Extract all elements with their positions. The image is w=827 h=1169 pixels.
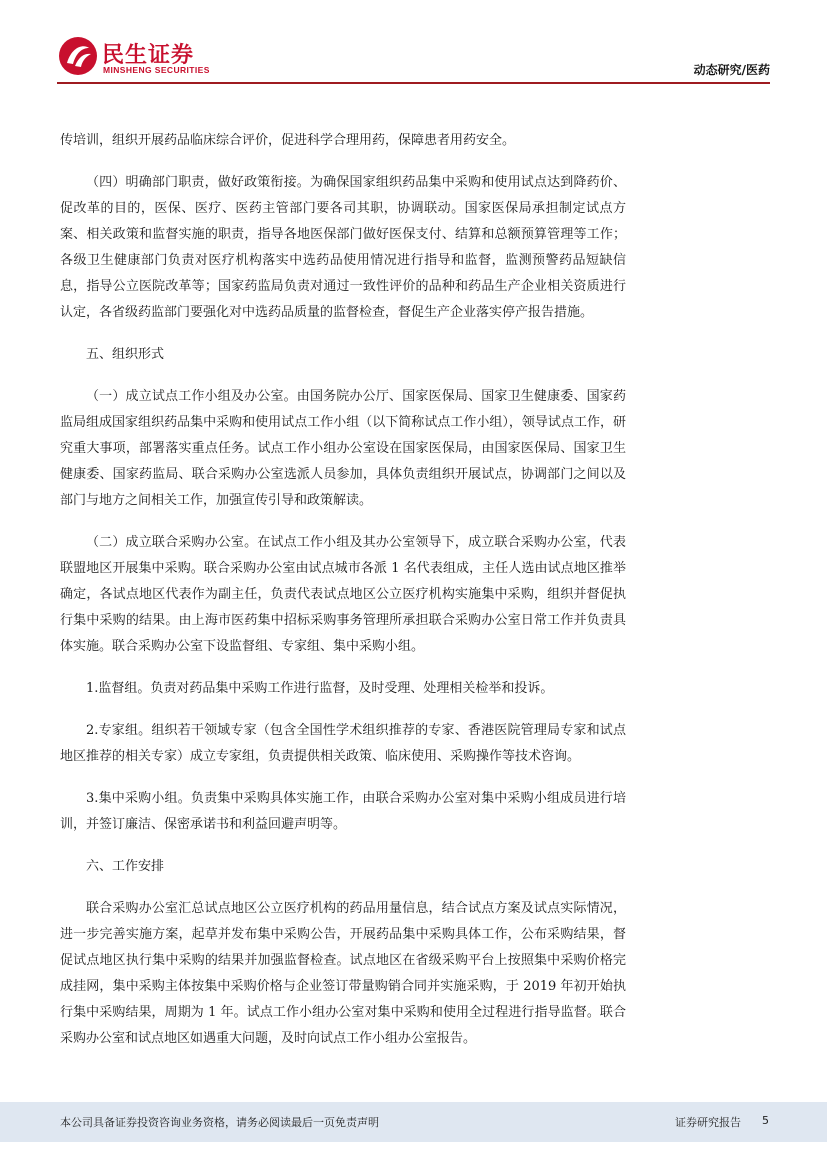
minsheng-logo-icon: [58, 36, 98, 76]
footer-report-type: 证券研究报告: [675, 1116, 741, 1129]
paragraph-continuation: 传培训，组织开展药品临床综合评价，促进科学合理用药，保障患者用药安全。: [60, 133, 516, 148]
header-divider: [57, 82, 770, 84]
section-heading-work-arrangement: 六、工作安排: [86, 859, 165, 874]
paragraph-department-duties: （四）明确部门职责，做好政策衔接。为确保国家组织药品集中采购和使用试点达到降药价、促改革的目的，医保、医疗、医药主管部门要各司其职，协调联动。国家医保局承担制定试点方案、相关政策和监督实施的职责，指导各地医保部门做好医保支付、结算和总额预算管理等工作；各级卫生健康部门负责对医疗机构落实中选药品使用情况进行指导和监督，监测预警药品短缺信息，指导公立医院改革等；国家药监局负责对通过一致性评价的品种和药品生产企业相关资质进行认定，各省级药监部门要强化对中选药品质量的监督检查，督促生产企业落实停产报告措施。: [60, 175, 626, 320]
paragraph-supervision-group: 1.监督组。负责对药品集中采购工作进行监督，及时受理、处理相关检举和投诉。: [86, 681, 554, 696]
minsheng-logo: [58, 36, 228, 80]
report-category: 动态研究/医药: [693, 63, 770, 77]
page-header: [0, 0, 827, 90]
logo-english-name: MINSHENG SECURITIES: [103, 65, 210, 75]
page-footer: [0, 1102, 827, 1142]
paragraph-procurement-team: 3.集中采购小组。负责集中采购具体实施工作，由联合采购办公室对集中采购小组成员进行培训，并签订廉洁、保密承诺书和利益回避声明等。: [60, 791, 626, 832]
section-heading-organization: 五、组织形式: [86, 347, 165, 362]
paragraph-pilot-working-group: （一）成立试点工作小组及办公室。由国务院办公厅、国家医保局、国家卫生健康委、国家药监局组成国家组织药品集中采购和使用试点工作小组（以下简称试点工作小组），领导试点工作，研究重大事项，部署落实重点任务。试点工作小组办公室设在国家医保局，由国家医保局、国家卫生健康委、国家药监局、联合采购办公室选派人员参加，具体负责组织开展试点，协调部门之间以及部门与地方之间相关工作，加强宣传引导和政策解读。: [60, 389, 626, 508]
paragraph-joint-procurement-office: （二）成立联合采购办公室。在试点工作小组及其办公室领导下，成立联合采购办公室，代表联盟地区开展集中采购。联合采购办公室由试点城市各派 1 名代表组成，主任人选由试点地区推举确定，各试点地区代表作为副主任，负责代表试点地区公立医疗机构实施集中采购，组织并督促执行集中采购的结果。由上海市医药集中招标采购事务管理所承担联合采购办公室日常工作并负责具体实施。联合采购办公室下设监督组、专家组、集中采购小组。: [60, 535, 626, 654]
document-body: [60, 128, 626, 1068]
logo-chinese-name: 民生证券: [102, 43, 195, 68]
page-number: 5: [762, 1114, 769, 1127]
footer-disclaimer: 本公司具备证券投资咨询业务资格，请务必阅读最后一页免责声明: [60, 1116, 379, 1129]
paragraph-expert-group: 2.专家组。组织若干领域专家（包含全国性学术组织推荐的专家、香港医院管理局专家和试点地区推荐的相关专家）成立专家组，负责提供相关政策、临床使用、采购操作等技术咨询。: [60, 723, 626, 764]
paragraph-work-arrangement: 联合采购办公室汇总试点地区公立医疗机构的药品用量信息，结合试点方案及试点实际情况，进一步完善实施方案，起草并发布集中采购公告，开展药品集中采购具体工作，公布采购结果，督促试点地区执行集中采购的结果并加强监督检查。试点地区在省级采购平台上按照集中采购价格完成挂网，集中采购主体按集中采购价格与企业签订带量购销合同并实施采购，于 2019 年初开始执行集中采购结果，周期为 1 年。试点工作小组办公室对集中采购和使用全过程进行指导监督。联合采购办公室和试点地区如遇重大问题，及时向试点工作小组办公室报告。: [60, 901, 626, 1046]
